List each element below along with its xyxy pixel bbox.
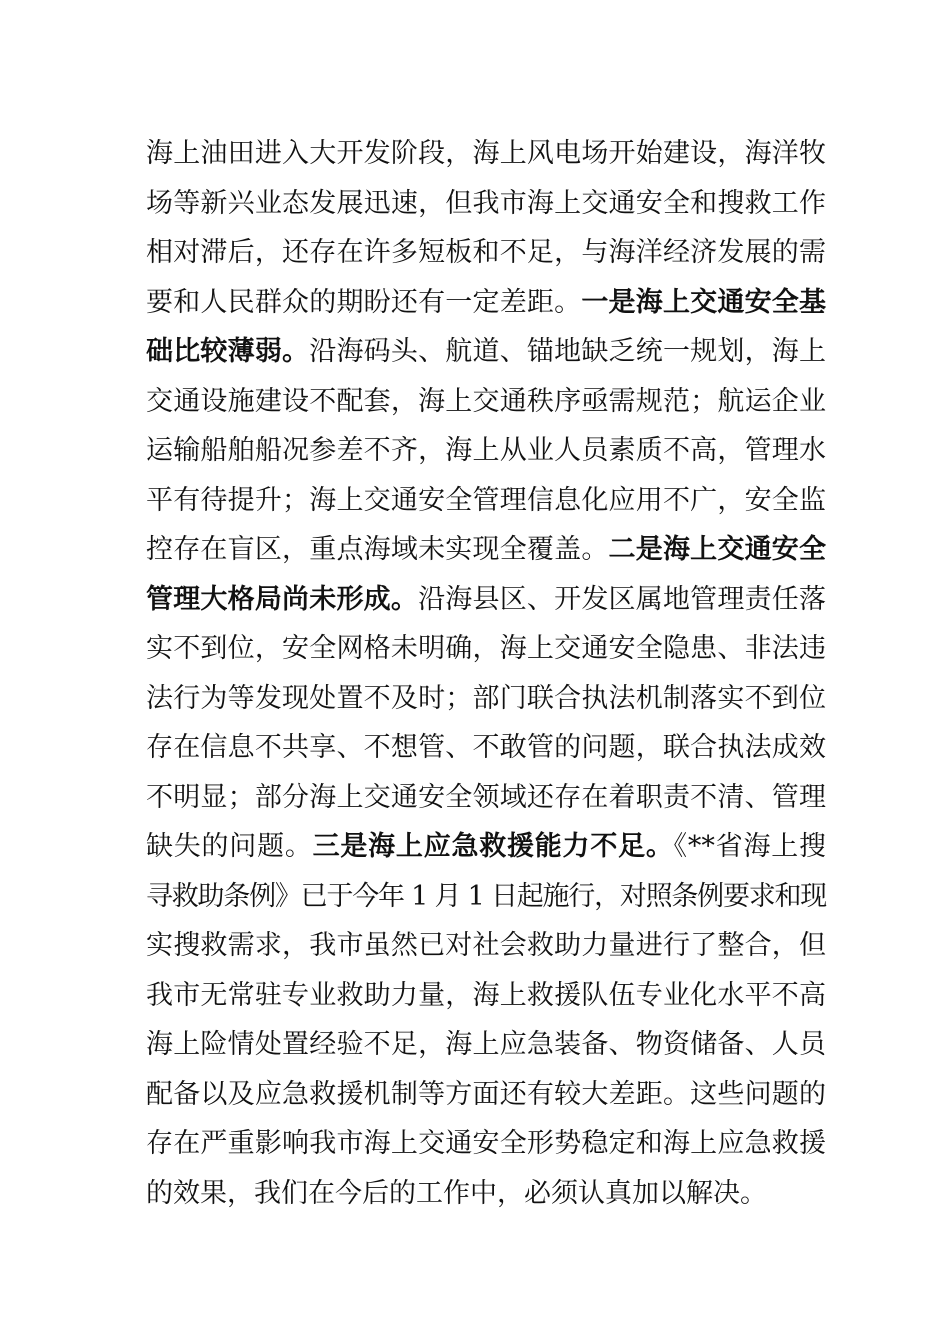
body-text: 海上油田进入大开发阶段，海上风电场开始建设，海洋牧: [146, 138, 826, 169]
body-text: 配备以及应急救援机制等方面还有较大差距。这些问题的: [146, 1078, 826, 1110]
body-text: 《**省海上搜: [673, 831, 827, 862]
body-text: 沿海码头、航道、锚地缺乏统一规划，海上: [309, 336, 826, 367]
text-line: [146, 971, 826, 1021]
text-line: [146, 921, 826, 971]
body-text: 海上险情处置经验不足，海上应急装备、物资储备、人员: [146, 1029, 826, 1060]
text-line: [146, 377, 826, 427]
body-text: 不明显；部分海上交通安全领域还存在着职责不清、管理: [146, 781, 826, 813]
text-line: [146, 278, 826, 328]
body-text: 运输船舶船况参差不齐，海上从业人员素质不高，管理水: [146, 435, 826, 466]
text-line: [146, 1119, 826, 1169]
bold-heading-text: 管理大格局尚未形成。: [146, 583, 419, 615]
body-text: 控存在盲区，重点海域未实现全覆盖。: [146, 534, 609, 565]
text-line: [146, 1169, 826, 1219]
text-line: [146, 426, 826, 476]
text-line: [146, 327, 826, 377]
text-line: [146, 179, 826, 229]
body-text: 法行为等发现处置不及时；部门联合执法机制落实不到位: [146, 682, 826, 714]
body-text: 要和人民群众的期盼还有一定差距。: [146, 286, 582, 318]
body-text: 相对滞后，还存在许多短板和不足，与海洋经济发展的需: [146, 237, 826, 268]
body-text: 实搜救需求，我市虽然已对社会救助力量进行了整合，但: [146, 930, 826, 961]
text-line: [146, 525, 826, 575]
body-text: 实不到位，安全网格未明确，海上交通安全隐患、非法违: [146, 633, 826, 664]
text-line: [146, 575, 826, 625]
bold-heading-text: 础比较薄弱。: [146, 336, 310, 367]
text-line: [146, 228, 826, 278]
body-paragraph: [146, 129, 826, 1218]
body-text: 寻救助条例》已于今年 1 月 1 日起施行，对照条例要求和现: [146, 880, 827, 912]
body-text: 交通设施建设不配套，海上交通秩序亟需规范；航运企业: [146, 385, 826, 417]
bold-heading-text: 一是海上交通安全基: [581, 286, 827, 318]
text-line: [146, 476, 826, 526]
text-line: [146, 1070, 826, 1120]
body-text: 沿海县区、开发区属地管理责任落: [418, 583, 827, 615]
text-line: [146, 872, 826, 922]
body-text: 平有待提升；海上交通安全管理信息化应用不广，安全监: [146, 484, 826, 516]
text-line: [146, 822, 826, 872]
text-line: [146, 674, 826, 724]
body-text: 存在信息不共享、不想管、不敢管的问题，联合执法成效: [146, 732, 826, 763]
body-text: 的效果，我们在今后的工作中，必须认真加以解决。: [146, 1177, 767, 1209]
body-text: 缺失的问题。: [146, 831, 313, 862]
text-line: [146, 773, 826, 823]
text-line: [146, 1020, 826, 1070]
body-text: 我市无常驻专业救助力量，海上救援队伍专业化水平不高: [146, 979, 826, 1011]
text-line: [146, 723, 826, 773]
body-text: 场等新兴业态发展迅速，但我市海上交通安全和搜救工作: [146, 187, 826, 219]
text-line: [146, 129, 826, 179]
bold-heading-text: 三是海上应急救援能力不足。: [312, 831, 674, 862]
text-line: [146, 624, 826, 674]
bold-heading-text: 二是海上交通安全: [608, 534, 827, 565]
body-text: 存在严重影响我市海上交通安全形势稳定和海上应急救援: [146, 1128, 826, 1159]
